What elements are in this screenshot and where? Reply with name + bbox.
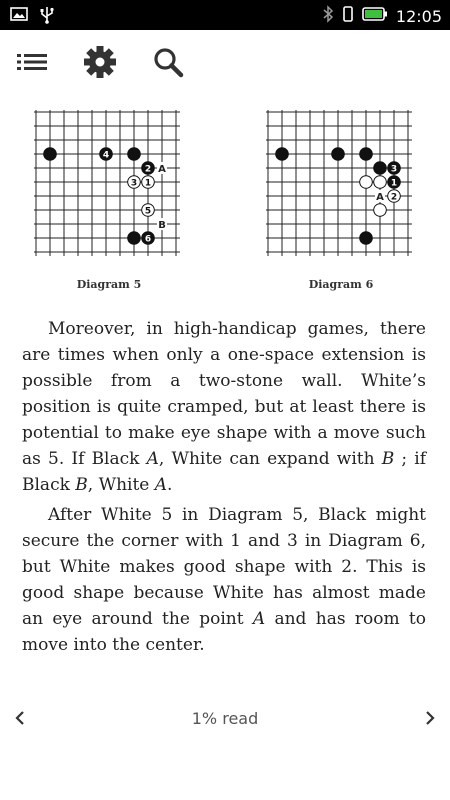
white-stone [374,176,387,189]
move-number: 2 [390,192,398,203]
black-stone [374,162,387,175]
text-run: , White [87,475,155,495]
move-number: 6 [144,234,152,245]
point-label: A [376,192,384,203]
image-icon [10,6,28,28]
vibrate-icon [342,5,354,27]
chevron-right-icon[interactable] [414,700,446,736]
reading-progress: 1% read [191,709,259,728]
point-reference: B [381,449,395,469]
point-label: B [158,220,166,231]
text-run: and has room to move into the center. [22,609,426,655]
move-number: 5 [144,206,152,217]
clock: 12:05 [395,6,442,26]
white-stone [360,176,373,189]
book-text [22,316,426,658]
paragraph [22,502,426,658]
diagram-6-caption: Diagram 6 [308,278,374,291]
black-stone [360,148,373,161]
text-run: Moreover, in high-handicap games, there are times when only a one-space extension is possible from a two-stone wall. White’s position is quite cramped, but at least there is potential to make eye shape with a move such as 5. If Black [22,319,426,469]
go-diagram-5 [30,104,188,270]
move-number: 4 [102,150,110,161]
point-reference: A [252,609,266,629]
black-stone [128,148,141,161]
black-stone [360,232,373,245]
move-number: 2 [144,164,152,175]
black-stone [332,148,345,161]
search-icon[interactable] [150,44,186,80]
black-stone [44,148,57,161]
point-reference: B [75,475,88,495]
move-number: 1 [390,178,398,189]
usb-icon [40,6,54,28]
move-number: 3 [130,178,138,189]
status-bar [0,0,450,30]
text-run: After White 5 in Diagram 5, Black might secure the corner with 1 and 3 in Diagram 6, but White makes good shape with 2. This is good shape because White has almost made an eye around the point [22,505,426,629]
point-reference: A [154,475,168,495]
bluetooth-icon [322,5,334,27]
text-run: , White can expand with [158,449,382,469]
move-number: 3 [390,164,398,175]
battery-icon [362,6,388,26]
paragraph [22,316,426,498]
black-stone [128,232,141,245]
point-label: A [158,164,166,175]
text-run: . [167,475,173,495]
diagram-5-caption: Diagram 5 [76,278,142,291]
toc-list-icon[interactable] [14,44,50,80]
text-run: ; if Black [22,449,427,495]
settings-gear-icon[interactable] [82,44,118,80]
reader-toolbar [0,40,450,84]
go-diagram-6 [262,104,420,270]
page-navigation [0,700,450,736]
point-reference: A [146,449,159,469]
black-stone [276,148,289,161]
move-number: 1 [144,178,152,189]
white-stone [374,204,387,217]
